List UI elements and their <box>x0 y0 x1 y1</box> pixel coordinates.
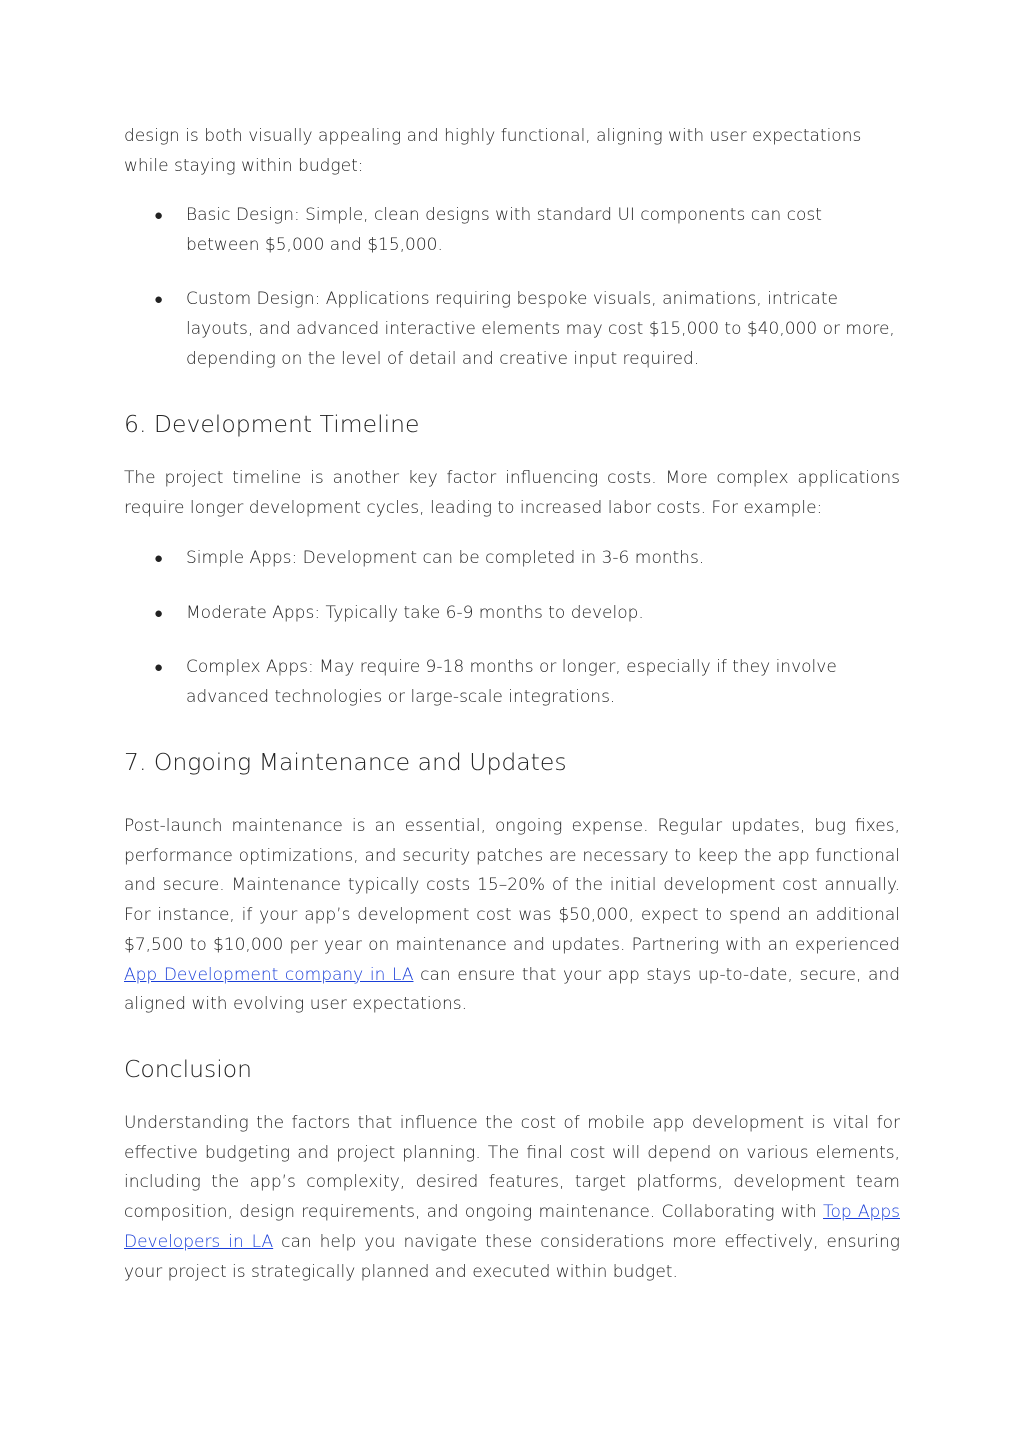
bullet-icon: ● <box>154 206 164 224</box>
design-cost-list <box>124 201 900 375</box>
list-item-text: Complex Apps: May require 9-18 months or longer, especially if they involve advanced technologies or large-scale integrations. <box>186 657 837 708</box>
list-item-custom-design <box>124 285 900 374</box>
section-heading-maintenance: 7. Ongoing Maintenance and Updates <box>124 748 567 776</box>
conclusion-text-before-link: Understanding the factors that influence the cost of mobile app development is vital for effective budgeting and project planning. The final cost will depend on various elements, including the app’s complexity, desired features, target platforms, development team composition, design requirements, and ongoing maintenance. Collaborating with <box>124 1113 900 1223</box>
list-item-complex-apps <box>124 653 900 712</box>
list-item-text: Moderate Apps: Typically take 6-9 months to develop. <box>186 602 644 623</box>
list-item-text: Custom Design: Applications requiring bespoke visuals, animations, intricate layouts, and advanced interactive elements may cost $15,000 to $40,000 or more, depending on the level of detail and creative input required. <box>186 289 895 369</box>
bullet-icon: ● <box>154 658 164 677</box>
timeline-paragraph: The project timeline is another key factor influencing costs. More complex applications require longer development cycles, leading to increased labor costs. For example: <box>124 468 900 518</box>
top-apps-developers-link[interactable]: Top Apps Developers in LA <box>124 1202 900 1252</box>
list-item-simple-apps <box>124 544 900 574</box>
bullet-icon: ● <box>154 603 164 622</box>
intro-paragraph: design is both visually appealing and highly functional, aligning with user expectations while staying within budget: <box>124 126 862 176</box>
conclusion-text-after-link: can help you navigate these considerations more effectively, ensuring your project is strategically planned and executed within budget. <box>124 1231 900 1282</box>
section-heading-development-timeline: 6. Development Timeline <box>124 410 420 438</box>
list-item-moderate-apps <box>124 599 900 629</box>
app-development-company-link[interactable]: App Development company in LA <box>124 964 414 985</box>
section-heading-conclusion: Conclusion <box>124 1055 253 1083</box>
timeline-list <box>124 544 900 713</box>
maintenance-text-before-link: Post-launch maintenance is an essential, ongoing expense. Regular updates, bug fixes, performance optimizations, and security patches are necessary to keep the app functional and secure. Maintenance typically costs 15–20% of the initial development cost annually. For instance, if your app’s development cost was $50,000, expect to spend an additional $7,500 to $10,000 per year on maintenance and updates. Partnering with an experienced <box>124 816 900 955</box>
list-item-text: Basic Design: Simple, clean designs with standard UI components can cost between $5,000 and $15,000. <box>186 205 822 255</box>
maintenance-text-after-link: can ensure that your app stays up-to-date, secure, and aligned with evolving user expectations. <box>124 964 900 1015</box>
list-item-basic-design <box>124 201 900 260</box>
bullet-icon: ● <box>154 549 164 567</box>
conclusion-paragraph <box>124 1109 900 1287</box>
bullet-icon: ● <box>154 290 164 309</box>
list-item-text: Simple Apps: Development can be completed in 3-6 months. <box>186 548 705 568</box>
maintenance-paragraph <box>124 812 900 1020</box>
